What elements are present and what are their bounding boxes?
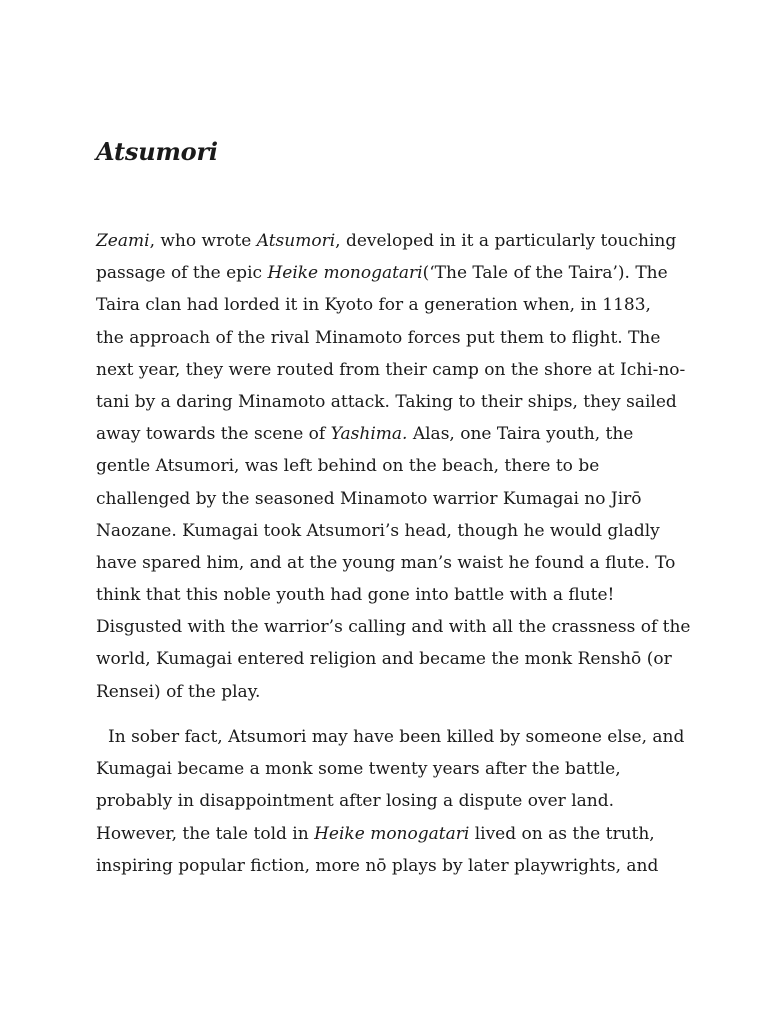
text-run: In sober fact, Atsumori may have been killed by someone else, and <box>108 727 685 747</box>
text-line: probably in disappointment after losing a dispute over land. <box>96 791 615 812</box>
text-line: have spared him, and at the young man’s waist he found a flute. To <box>96 552 676 573</box>
text-line: Rensei) of the play. <box>96 681 261 702</box>
text-line <box>96 721 685 753</box>
text-line <box>96 257 676 289</box>
text-line: Disgusted with the warrior’s calling and with all the crassness of the <box>96 617 691 638</box>
italic-title: Yashima. <box>330 424 408 445</box>
paragraph-2 <box>96 721 685 882</box>
text-run: , developed in it a particularly touching <box>335 231 677 251</box>
text-line: tani by a daring Minamoto attack. Taking to their ships, they sailed <box>96 391 677 412</box>
text-line: the approach of the rival Minamoto forces put them to flight. The <box>96 327 661 348</box>
italic-title: Atsumori <box>256 231 336 251</box>
text-run: lived on as the truth, <box>469 823 655 844</box>
text-line: Kumagai became a monk some twenty years after the battle, <box>96 759 621 780</box>
text-line: gentle Atsumori, was left behind on the beach, there to be <box>96 456 600 477</box>
text-run: passage of the epic <box>96 263 268 284</box>
text-run: However, the tale told in <box>96 823 315 844</box>
text-line: Naozane. Kumagai took Atsumori’s head, though he would gladly <box>96 520 660 541</box>
text-line: inspiring popular fiction, more nō plays by later playwrights, and <box>96 855 659 876</box>
text-line: challenged by the seasoned Minamoto warrior Kumagai no Jirō <box>96 488 642 509</box>
text-line <box>96 418 676 450</box>
italic-title: Heike monogatari <box>314 823 470 844</box>
text-line: world, Kumagai entered religion and became the monk Renshō (or <box>96 649 672 670</box>
text-run: away towards the scene of <box>96 424 331 445</box>
text-line: next year, they were routed from their camp on the shore at Ichi-no- <box>96 359 686 380</box>
text-line: think that this noble youth had gone into battle with a flute! <box>96 585 615 606</box>
paragraph-1 <box>96 225 691 708</box>
text-run: (‘The Tale of the Taira’). The <box>422 263 668 284</box>
text-line: Taira clan had lorded it in Kyoto for a generation when, in 1183, <box>96 295 651 316</box>
text-line <box>96 225 676 257</box>
chapter-title: Atsumori <box>96 137 218 166</box>
text-line <box>96 818 676 850</box>
text-run: , who wrote <box>149 231 257 251</box>
text-run: Alas, one Taira youth, the <box>407 424 634 445</box>
italic-name: Zeami <box>96 231 150 251</box>
italic-title: Heike monogatari <box>267 263 423 284</box>
